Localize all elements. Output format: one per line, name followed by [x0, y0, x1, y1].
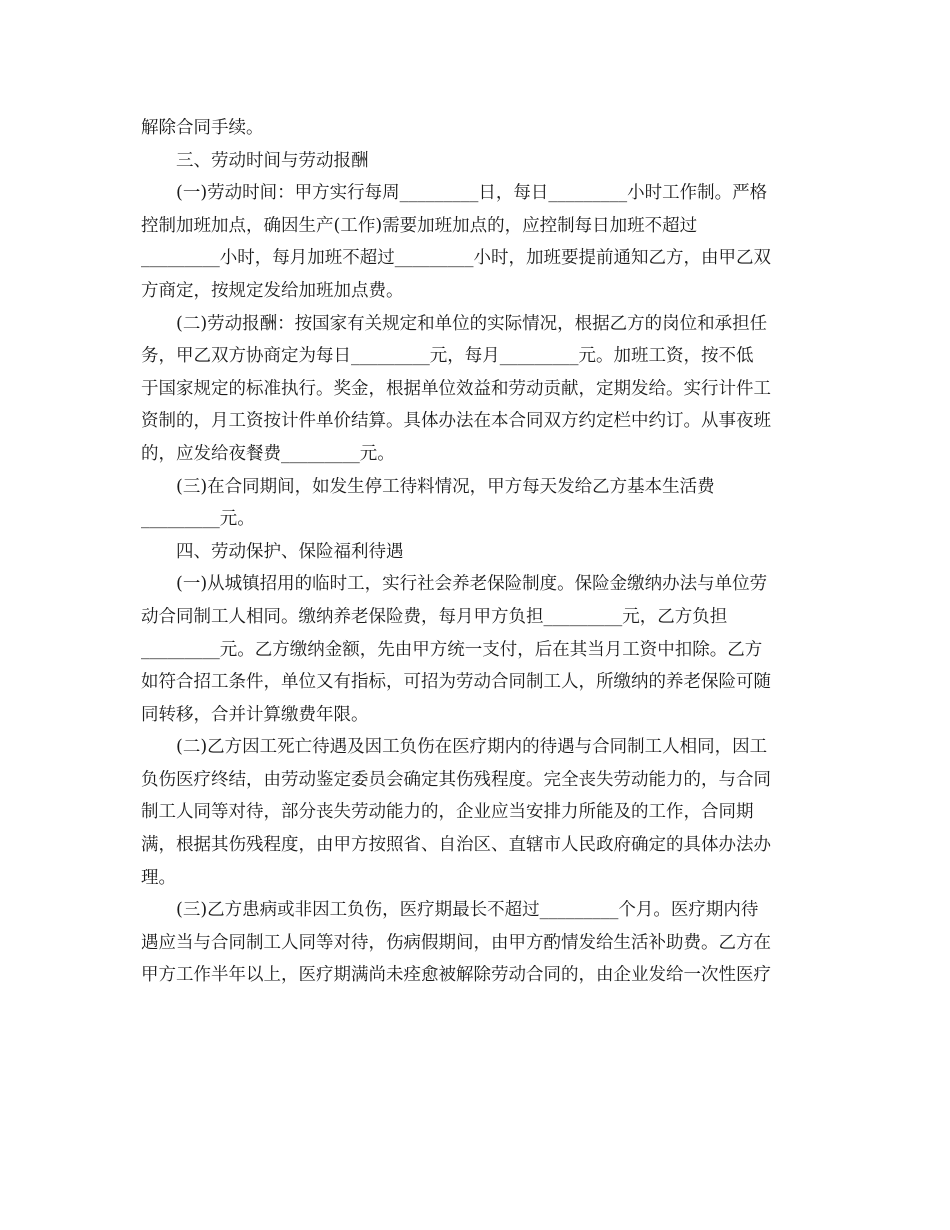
- text-line: 解除合同手续。: [141, 118, 264, 138]
- text-line: _________小时，每月加班不超过_________小时，加班要提前通知乙方，由甲乙双: [141, 248, 771, 269]
- text-line: 控制加班加点，确因生产(工作)需要加班加点的，应控制每日加班不超过: [141, 215, 698, 236]
- text-line: (三)乙方患病或非因工负伤，医疗期最长不超过_________个月。医疗期内待: [141, 900, 759, 921]
- text-line: (三)在合同期间，如发生停工待料情况，甲方每天发给乙方基本生活费: [141, 476, 715, 497]
- section-heading: 三、劳动时间与劳动报酬: [141, 150, 369, 171]
- document-body: [141, 112, 811, 992]
- section-heading: 四、劳动保护、保险福利待遇: [141, 541, 404, 562]
- text-line: 于国家规定的标准执行。奖金，根据单位效益和劳动贡献，定期发给。实行计件工: [141, 378, 771, 399]
- text-line: 资制的，月工资按计件单价结算。具体办法在本合同双方约定栏中约订。从事夜班: [141, 411, 771, 432]
- text-line: 遇应当与合同制工人同等对待，伤病假期间，由甲方酌情发给生活补助费。乙方在: [141, 932, 771, 953]
- text-line: 满，根据其伤残程度，由甲方按照省、自治区、直辖市人民政府确定的具体办法办: [141, 835, 771, 856]
- text-line: (一)从城镇招用的临时工，实行社会养老保险制度。保险金缴纳办法与单位劳: [141, 574, 768, 595]
- text-line: 甲方工作半年以上，医疗期满尚未痊愈被解除劳动合同的，由企业发给一次性医疗: [141, 965, 771, 986]
- text-line: 务，甲乙双方协商定为每日_________元，每月_________元。加班工资，按不低: [141, 346, 754, 367]
- text-line: 理。: [141, 867, 176, 888]
- text-line: 的，应发给夜餐费_________元。: [141, 443, 395, 464]
- text-line: _________元。乙方缴纳金额，先由甲方统一支付，后在其当月工资中扣除。乙方: [141, 639, 763, 660]
- text-line: 动合同制工人相同。缴纳养老保险费，每月甲方负担_________元，乙方负担: [141, 606, 728, 627]
- text-line: (二)乙方因工死亡待遇及因工负伤在医疗期内的待遇与合同制工人相同，因工: [141, 737, 768, 758]
- text-line: (二)劳动报酬：按国家有关规定和单位的实际情况，根据乙方的岗位和承担任: [141, 313, 768, 334]
- text-line: _________元。: [141, 509, 255, 530]
- text-line: (一)劳动时间：甲方实行每周_________日，每日_________小时工作制。严格: [141, 183, 768, 204]
- text-line: 方商定，按规定发给加班加点费。: [141, 280, 404, 301]
- text-line: 如符合招工条件，单位又有指标，可招为劳动合同制工人，所缴纳的养老保险可随: [141, 672, 771, 693]
- text-line: 制工人同等对待，部分丧失劳动能力的，企业应当安排力所能及的工作，合同期: [141, 802, 754, 823]
- text-line: 同转移，合并计算缴费年限。: [141, 704, 369, 725]
- text-line: 负伤医疗终结，由劳动鉴定委员会确定其伤残程度。完全丧失劳动能力的，与合同: [141, 769, 771, 790]
